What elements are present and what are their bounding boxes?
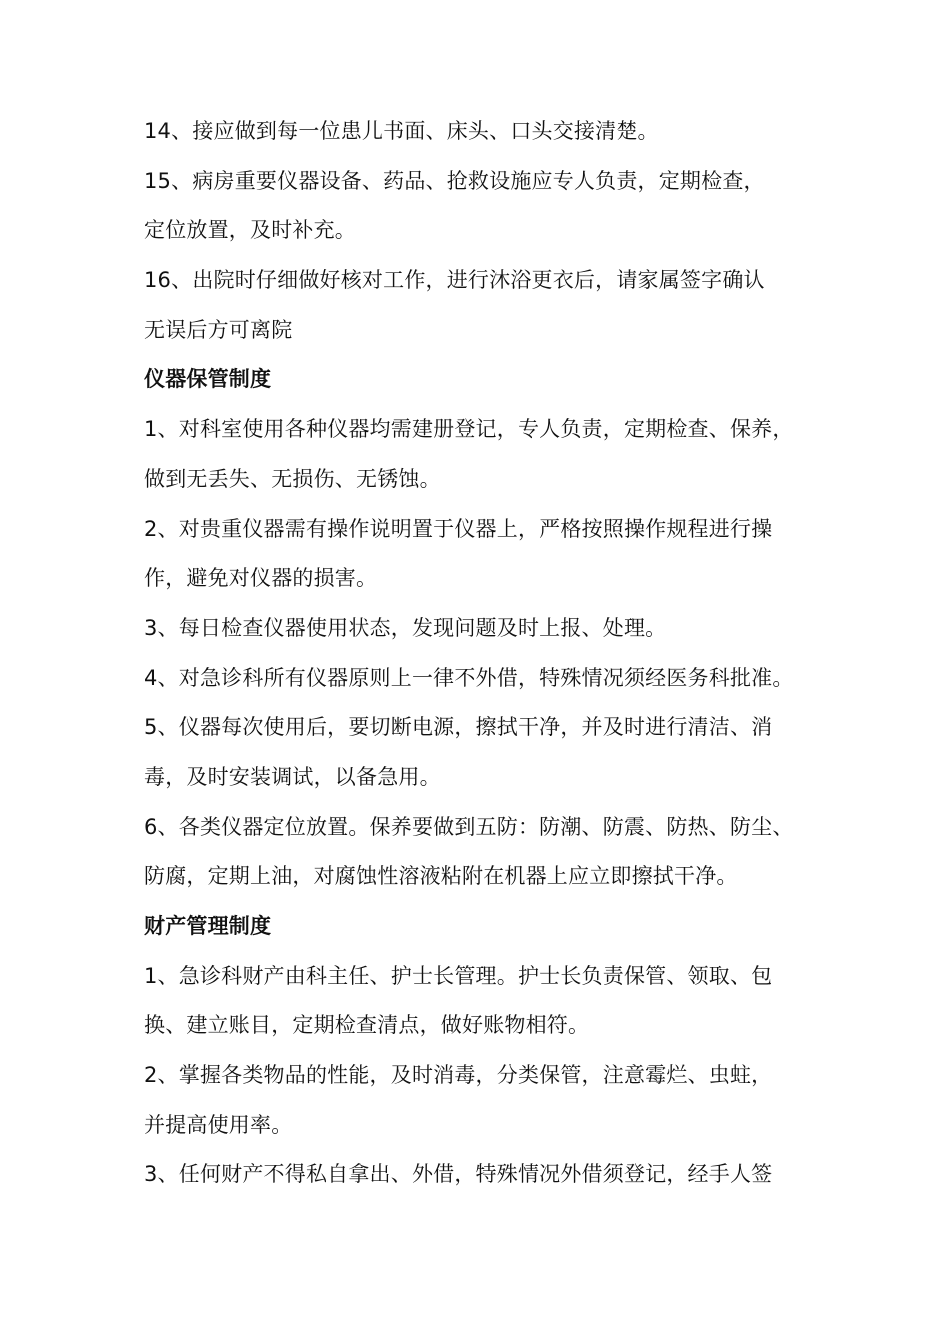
property-item-3: 3、任何财产不得私自拿出、外借，特殊情况外借须登记，经手人签 [144,1162,773,1187]
instrument-item-2-cont: 作，避免对仪器的损害。 [144,566,378,591]
instrument-item-1-cont: 做到无丢失、无损伤、无锈蚀。 [144,466,441,491]
property-item-1-cont: 换、建立账目，定期检查清点，做好账物相符。 [144,1013,590,1038]
instrument-item-4: 4、对急诊科所有仪器原则上一律不外借，特殊情况须经医务科批准。 [144,665,794,690]
instrument-item-6: 6、各类仪器定位放置。保养要做到五防：防潮、防震、防热、防尘、 [144,814,794,839]
section-heading-instrument: 仪器保管制度 [144,367,272,392]
list-item-16-cont: 无误后方可离院 [144,317,293,342]
section-heading-property: 财产管理制度 [144,914,272,938]
instrument-item-5: 5、仪器每次使用后，要切断电源，擦拭干净，并及时进行清洁、消 [144,715,773,740]
list-item-16: 16、出院时仔细做好核对工作，进行沐浴更衣后，请家属签字确认 [144,268,765,293]
document-body [144,107,824,1200]
list-item-14: 14、接应做到每一位患儿书面、床头、口头交接清楚。 [144,119,659,143]
instrument-item-3: 3、每日检查仪器使用状态，发现问题及时上报、处理。 [144,615,667,640]
list-item-15-cont: 定位放置，及时补充。 [144,218,356,243]
instrument-item-6-cont: 防腐，定期上油，对腐蚀性溶液粘附在机器上应立即擦拭干净。 [144,864,738,889]
property-item-2-cont: 并提高使用率。 [144,1112,293,1137]
instrument-item-5-cont: 毒，及时安装调试，以备急用。 [144,764,441,789]
property-item-1: 1、急诊科财产由科主任、护士长管理。护士长负责保管、领取、包 [144,963,773,988]
instrument-item-1: 1、对科室使用各种仪器均需建册登记，专人负责，定期检查、保养， [144,417,794,442]
instrument-item-2: 2、对贵重仪器需有操作说明置于仪器上，严格按照操作规程进行操 [144,516,773,541]
property-item-2: 2、掌握各类物品的性能，及时消毒，分类保管，注意霉烂、虫蛀， [144,1063,773,1088]
list-item-15: 15、病房重要仪器设备、药品、抢救设施应专人负责，定期检查， [144,168,765,193]
